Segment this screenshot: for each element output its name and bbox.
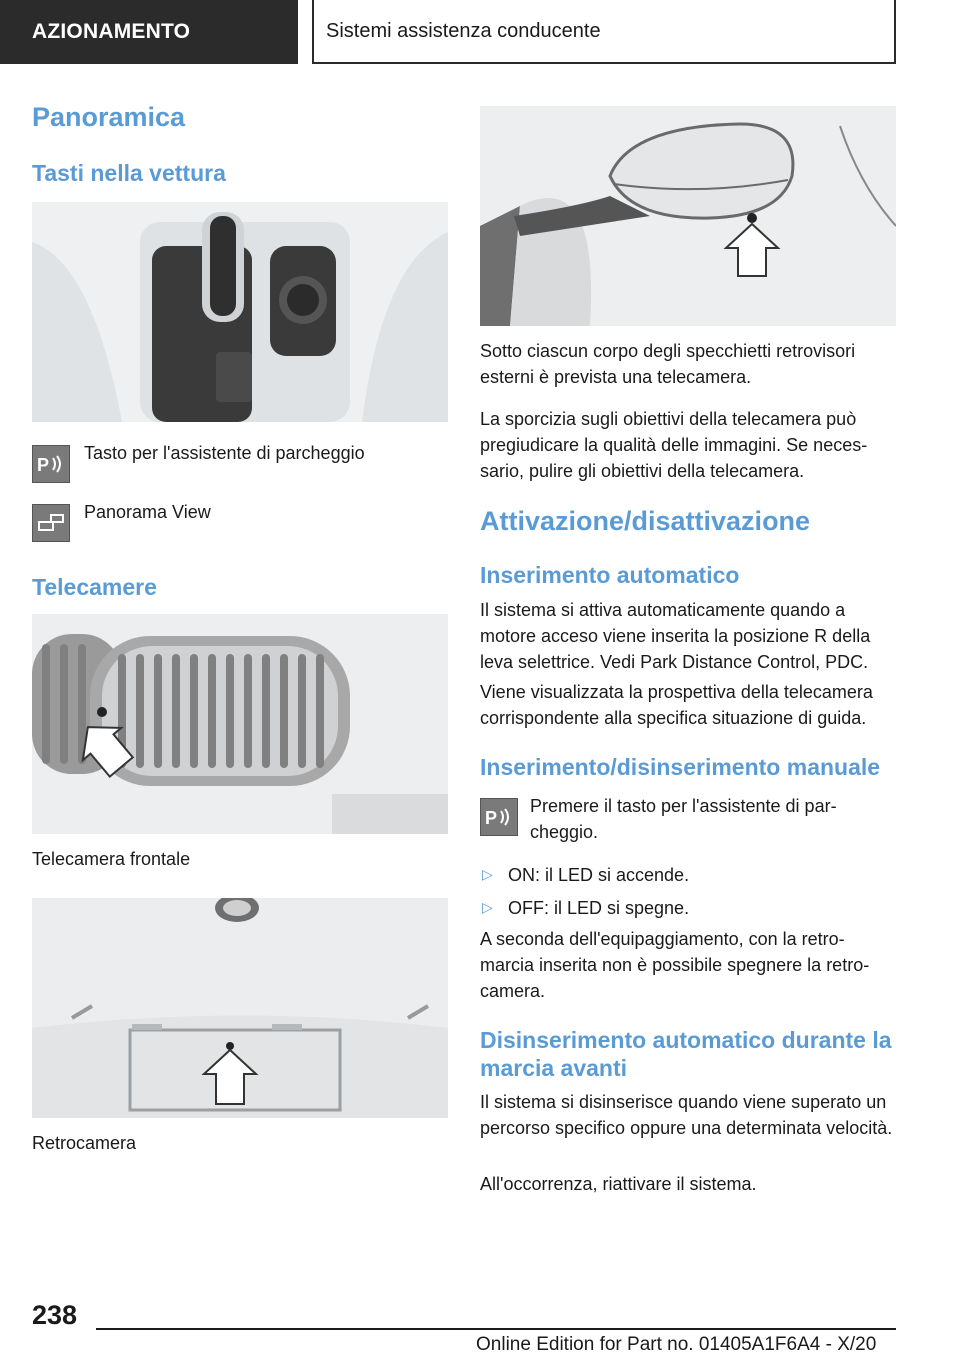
manual-toggle-heading: Inserimento/disinserimento manuale — [480, 754, 881, 780]
section-title: AZIONAMENTO — [32, 20, 191, 43]
footer-divider — [96, 1328, 896, 1330]
mirror-camera-text: Sotto ciascun corpo degli specchietti retrovisori esterni è prevista una telecamera. — [480, 341, 856, 387]
mirror-camera-image — [480, 106, 896, 326]
svg-text:P: P — [37, 455, 50, 475]
rear-camera-image — [32, 898, 448, 1118]
camera-view-text: Viene visualizzata la prospettiva della telecamera corrispondente alla specifica situazione di guida. — [480, 682, 873, 728]
auto-activation-heading: Inserimento automatico — [480, 562, 740, 588]
page-title: Panoramica — [32, 102, 186, 132]
parking-button-label: Tasto per l'assistente di parcheggio — [84, 443, 365, 463]
console-image — [32, 202, 448, 422]
chapter-title: Sistemi assistenza conducente — [326, 19, 601, 42]
reactivate-text: All'occorrenza, riattivare il sistema. — [480, 1174, 757, 1194]
bullet-text: OFF: il LED si spegne. — [508, 898, 690, 918]
led-bullet-list — [480, 862, 896, 928]
auto-off-text: Il sistema si disinserisce quando viene superato un percorso specifico oppure una determinata velocità. — [480, 1092, 893, 1138]
activation-heading: Attivazione/disattivazione — [480, 506, 811, 536]
auto-activation-text: Il sistema si attiva automaticamente quando a motore acceso viene inserita la posizione R della leva selettrice. Vedi Park Distance Control, PDC. — [480, 600, 871, 672]
svg-text:P: P — [485, 808, 498, 828]
triangle-bullet-icon: ▷ — [482, 899, 493, 915]
parking-assistant-icon — [32, 445, 70, 483]
bullet-text: ON: il LED si accende. — [508, 865, 690, 885]
cameras-heading: Telecamere — [32, 574, 157, 600]
rear-camera-caption: Retrocamera — [32, 1133, 137, 1153]
manual-instruction: Premere il tasto per l'assistente di par-cheggio. — [530, 796, 837, 842]
auto-off-heading: Disinserimento automatico durante la marcia avanti — [480, 1027, 892, 1081]
dirt-warning-text: La sporcizia sugli obiettivi della telecamera può pregiudicare la qualità delle immagini. Se neces-sario, pulire gli obiettivi della telecamera. — [480, 409, 868, 481]
front-camera-caption: Telecamera frontale — [32, 849, 191, 869]
panorama-button-label: Panorama View — [84, 502, 211, 522]
parking-assistant-icon — [480, 798, 518, 836]
buttons-heading: Tasti nella vettura — [32, 160, 226, 186]
equipment-note: A seconda dell'equipaggiamento, con la retro-marcia inserita non è possibile spegnere la retro-camera. — [480, 929, 870, 1001]
edition-text: Online Edition for Part no. 01405A1F6A4 - X/20 — [476, 1334, 877, 1355]
triangle-bullet-icon: ▷ — [482, 866, 493, 882]
list-item — [480, 895, 896, 928]
front-camera-image — [32, 614, 448, 834]
list-item — [480, 862, 896, 895]
section-tab — [0, 0, 298, 64]
panorama-view-icon — [32, 504, 70, 542]
page-number: 238 — [32, 1300, 78, 1330]
chapter-tab — [312, 0, 896, 64]
